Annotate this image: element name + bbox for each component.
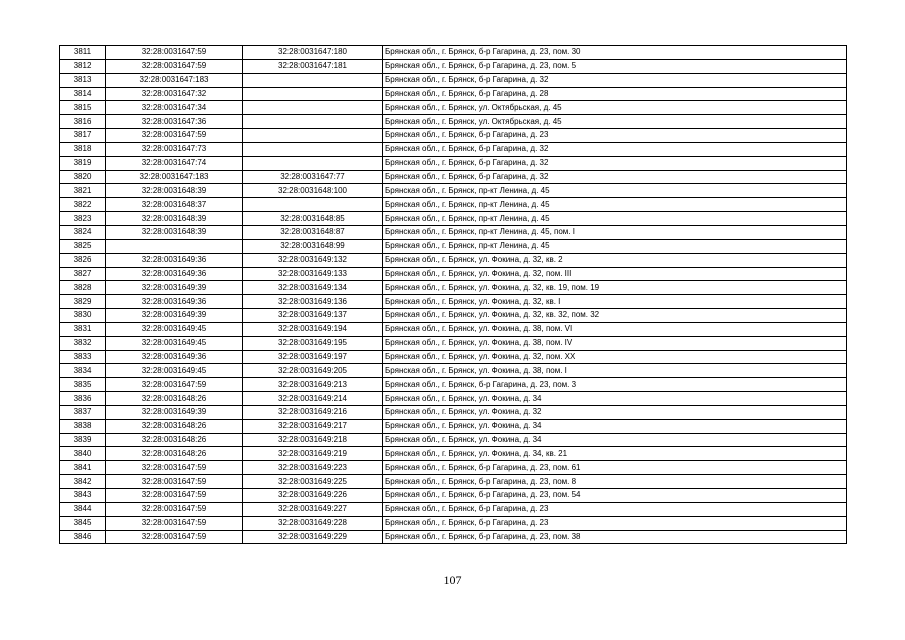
parcel-cadastral-number-cell: 32:28:0031647:59	[106, 59, 243, 73]
parcel-cadastral-number-cell: 32:28:0031648:26	[106, 392, 243, 406]
address-cell: Брянская обл., г. Брянск, ул. Фокина, д. 32, кв. 2	[383, 253, 847, 267]
object-cadastral-number-cell: 32:28:0031647:77	[243, 170, 383, 184]
row-number-cell: 3826	[60, 253, 106, 267]
row-number-cell: 3837	[60, 405, 106, 419]
address-cell: Брянская обл., г. Брянск, ул. Фокина, д. 34, кв. 21	[383, 447, 847, 461]
cadastral-table	[59, 45, 847, 544]
table-row	[60, 267, 847, 281]
address-cell: Брянская обл., г. Брянск, ул. Фокина, д. 32, кв. 32, пом. 32	[383, 309, 847, 323]
object-cadastral-number-cell: 32:28:0031649:137	[243, 309, 383, 323]
row-number-cell: 3813	[60, 73, 106, 87]
row-number-cell: 3823	[60, 212, 106, 226]
parcel-cadastral-number-cell: 32:28:0031648:39	[106, 184, 243, 198]
table-row	[60, 295, 847, 309]
parcel-cadastral-number-cell: 32:28:0031647:59	[106, 502, 243, 516]
row-number-cell: 3840	[60, 447, 106, 461]
address-cell: Брянская обл., г. Брянск, ул. Фокина, д. 32, кв. I	[383, 295, 847, 309]
object-cadastral-number-cell: 32:28:0031649:217	[243, 419, 383, 433]
address-cell: Брянская обл., г. Брянск, ул. Фокина, д. 32, пом. XX	[383, 350, 847, 364]
row-number-cell: 3844	[60, 502, 106, 516]
row-number-cell: 3821	[60, 184, 106, 198]
row-number-cell: 3820	[60, 170, 106, 184]
object-cadastral-number-cell: 32:28:0031649:133	[243, 267, 383, 281]
row-number-cell: 3838	[60, 419, 106, 433]
address-cell: Брянская обл., г. Брянск, б-р Гагарина, д. 23, пом. 54	[383, 489, 847, 503]
object-cadastral-number-cell	[243, 142, 383, 156]
object-cadastral-number-cell: 32:28:0031649:213	[243, 378, 383, 392]
row-number-cell: 3842	[60, 475, 106, 489]
parcel-cadastral-number-cell: 32:28:0031647:183	[106, 73, 243, 87]
object-cadastral-number-cell: 32:28:0031649:223	[243, 461, 383, 475]
parcel-cadastral-number-cell: 32:28:0031647:36	[106, 115, 243, 129]
address-cell: Брянская обл., г. Брянск, пр-кт Ленина, д. 45	[383, 212, 847, 226]
row-number-cell: 3817	[60, 129, 106, 143]
object-cadastral-number-cell	[243, 101, 383, 115]
address-cell: Брянская обл., г. Брянск, ул. Фокина, д. 38, пом. VI	[383, 322, 847, 336]
address-cell: Брянская обл., г. Брянск, б-р Гагарина, д. 23, пом. 8	[383, 475, 847, 489]
table-row	[60, 225, 847, 239]
table-row	[60, 253, 847, 267]
row-number-cell: 3831	[60, 322, 106, 336]
table-row	[60, 364, 847, 378]
address-cell: Брянская обл., г. Брянск, б-р Гагарина, д. 28	[383, 87, 847, 101]
page-number: 107	[443, 573, 462, 587]
table-row	[60, 239, 847, 253]
parcel-cadastral-number-cell: 32:28:0031649:36	[106, 253, 243, 267]
object-cadastral-number-cell: 32:28:0031648:100	[243, 184, 383, 198]
object-cadastral-number-cell: 32:28:0031649:194	[243, 322, 383, 336]
parcel-cadastral-number-cell: 32:28:0031649:45	[106, 322, 243, 336]
address-cell: Брянская обл., г. Брянск, б-р Гагарина, д. 32	[383, 73, 847, 87]
object-cadastral-number-cell	[243, 87, 383, 101]
parcel-cadastral-number-cell: 32:28:0031648:26	[106, 447, 243, 461]
object-cadastral-number-cell	[243, 198, 383, 212]
object-cadastral-number-cell	[243, 115, 383, 129]
object-cadastral-number-cell	[243, 73, 383, 87]
table-row	[60, 489, 847, 503]
table-body	[60, 46, 847, 544]
row-number-cell: 3846	[60, 530, 106, 544]
parcel-cadastral-number-cell: 32:28:0031648:39	[106, 212, 243, 226]
table-row	[60, 212, 847, 226]
row-number-cell: 3824	[60, 225, 106, 239]
address-cell: Брянская обл., г. Брянск, ул. Фокина, д. 34	[383, 433, 847, 447]
address-cell: Брянская обл., г. Брянск, б-р Гагарина, д. 32	[383, 170, 847, 184]
table-row	[60, 59, 847, 73]
row-number-cell: 3815	[60, 101, 106, 115]
address-cell: Брянская обл., г. Брянск, пр-кт Ленина, д. 45	[383, 184, 847, 198]
object-cadastral-number-cell: 32:28:0031649:132	[243, 253, 383, 267]
row-number-cell: 3834	[60, 364, 106, 378]
row-number-cell: 3839	[60, 433, 106, 447]
table-row	[60, 73, 847, 87]
table-row	[60, 281, 847, 295]
address-cell: Брянская обл., г. Брянск, б-р Гагарина, д. 23, пом. 38	[383, 530, 847, 544]
parcel-cadastral-number-cell: 32:28:0031649:45	[106, 364, 243, 378]
address-cell: Брянская обл., г. Брянск, б-р Гагарина, д. 23	[383, 516, 847, 530]
parcel-cadastral-number-cell: 32:28:0031647:73	[106, 142, 243, 156]
parcel-cadastral-number-cell: 32:28:0031648:39	[106, 225, 243, 239]
table-row	[60, 156, 847, 170]
parcel-cadastral-number-cell: 32:28:0031648:26	[106, 433, 243, 447]
object-cadastral-number-cell	[243, 129, 383, 143]
object-cadastral-number-cell: 32:28:0031649:134	[243, 281, 383, 295]
row-number-cell: 3819	[60, 156, 106, 170]
object-cadastral-number-cell: 32:28:0031649:136	[243, 295, 383, 309]
table-row	[60, 461, 847, 475]
object-cadastral-number-cell: 32:28:0031647:181	[243, 59, 383, 73]
table-row	[60, 129, 847, 143]
parcel-cadastral-number-cell	[106, 239, 243, 253]
row-number-cell: 3845	[60, 516, 106, 530]
object-cadastral-number-cell: 32:28:0031649:219	[243, 447, 383, 461]
table-row	[60, 419, 847, 433]
object-cadastral-number-cell: 32:28:0031648:99	[243, 239, 383, 253]
parcel-cadastral-number-cell: 32:28:0031647:59	[106, 475, 243, 489]
parcel-cadastral-number-cell: 32:28:0031649:45	[106, 336, 243, 350]
row-number-cell: 3825	[60, 239, 106, 253]
table-row	[60, 530, 847, 544]
parcel-cadastral-number-cell: 32:28:0031647:183	[106, 170, 243, 184]
object-cadastral-number-cell: 32:28:0031649:227	[243, 502, 383, 516]
object-cadastral-number-cell: 32:28:0031649:218	[243, 433, 383, 447]
row-number-cell: 3841	[60, 461, 106, 475]
parcel-cadastral-number-cell: 32:28:0031649:36	[106, 350, 243, 364]
object-cadastral-number-cell: 32:28:0031649:226	[243, 489, 383, 503]
object-cadastral-number-cell: 32:28:0031647:180	[243, 46, 383, 60]
address-cell: Брянская обл., г. Брянск, б-р Гагарина, д. 23	[383, 129, 847, 143]
row-number-cell: 3843	[60, 489, 106, 503]
table-row	[60, 392, 847, 406]
parcel-cadastral-number-cell: 32:28:0031647:34	[106, 101, 243, 115]
table-row	[60, 447, 847, 461]
address-cell: Брянская обл., г. Брянск, пр-кт Ленина, д. 45	[383, 198, 847, 212]
table-row	[60, 87, 847, 101]
address-cell: Брянская обл., г. Брянск, б-р Гагарина, д. 32	[383, 142, 847, 156]
address-cell: Брянская обл., г. Брянск, ул. Октябрьская, д. 45	[383, 101, 847, 115]
address-cell: Брянская обл., г. Брянск, б-р Гагарина, д. 32	[383, 156, 847, 170]
row-number-cell: 3835	[60, 378, 106, 392]
table-row	[60, 336, 847, 350]
parcel-cadastral-number-cell: 32:28:0031647:59	[106, 46, 243, 60]
table-row	[60, 433, 847, 447]
table-row	[60, 184, 847, 198]
object-cadastral-number-cell: 32:28:0031649:214	[243, 392, 383, 406]
parcel-cadastral-number-cell: 32:28:0031647:59	[106, 516, 243, 530]
table-row	[60, 516, 847, 530]
table-row	[60, 502, 847, 516]
object-cadastral-number-cell: 32:28:0031649:195	[243, 336, 383, 350]
object-cadastral-number-cell: 32:28:0031648:87	[243, 225, 383, 239]
row-number-cell: 3829	[60, 295, 106, 309]
table-row	[60, 115, 847, 129]
object-cadastral-number-cell	[243, 156, 383, 170]
parcel-cadastral-number-cell: 32:28:0031648:37	[106, 198, 243, 212]
table-row	[60, 405, 847, 419]
row-number-cell: 3811	[60, 46, 106, 60]
row-number-cell: 3836	[60, 392, 106, 406]
row-number-cell: 3833	[60, 350, 106, 364]
parcel-cadastral-number-cell: 32:28:0031649:36	[106, 295, 243, 309]
parcel-cadastral-number-cell: 32:28:0031647:32	[106, 87, 243, 101]
row-number-cell: 3830	[60, 309, 106, 323]
address-cell: Брянская обл., г. Брянск, ул. Фокина, д. 32, пом. III	[383, 267, 847, 281]
parcel-cadastral-number-cell: 32:28:0031647:74	[106, 156, 243, 170]
parcel-cadastral-number-cell: 32:28:0031647:59	[106, 378, 243, 392]
row-number-cell: 3832	[60, 336, 106, 350]
address-cell: Брянская обл., г. Брянск, б-р Гагарина, д. 23	[383, 502, 847, 516]
object-cadastral-number-cell: 32:28:0031649:229	[243, 530, 383, 544]
address-cell: Брянская обл., г. Брянск, пр-кт Ленина, д. 45, пом. I	[383, 225, 847, 239]
row-number-cell: 3816	[60, 115, 106, 129]
object-cadastral-number-cell: 32:28:0031648:85	[243, 212, 383, 226]
parcel-cadastral-number-cell: 32:28:0031649:39	[106, 281, 243, 295]
table-row	[60, 198, 847, 212]
address-cell: Брянская обл., г. Брянск, б-р Гагарина, д. 23, пом. 30	[383, 46, 847, 60]
table-row	[60, 350, 847, 364]
address-cell: Брянская обл., г. Брянск, ул. Фокина, д. 32	[383, 405, 847, 419]
table-row	[60, 170, 847, 184]
parcel-cadastral-number-cell: 32:28:0031649:36	[106, 267, 243, 281]
table-row	[60, 101, 847, 115]
table-row	[60, 309, 847, 323]
address-cell: Брянская обл., г. Брянск, б-р Гагарина, д. 23, пом. 5	[383, 59, 847, 73]
row-number-cell: 3812	[60, 59, 106, 73]
object-cadastral-number-cell: 32:28:0031649:205	[243, 364, 383, 378]
table-row	[60, 142, 847, 156]
parcel-cadastral-number-cell: 32:28:0031648:26	[106, 419, 243, 433]
object-cadastral-number-cell: 32:28:0031649:225	[243, 475, 383, 489]
table-row	[60, 322, 847, 336]
row-number-cell: 3828	[60, 281, 106, 295]
row-number-cell: 3818	[60, 142, 106, 156]
object-cadastral-number-cell: 32:28:0031649:228	[243, 516, 383, 530]
parcel-cadastral-number-cell: 32:28:0031649:39	[106, 309, 243, 323]
address-cell: Брянская обл., г. Брянск, ул. Фокина, д. 32, кв. 19, пом. 19	[383, 281, 847, 295]
parcel-cadastral-number-cell: 32:28:0031649:39	[106, 405, 243, 419]
address-cell: Брянская обл., г. Брянск, ул. Фокина, д. 38, пом. IV	[383, 336, 847, 350]
row-number-cell: 3822	[60, 198, 106, 212]
address-cell: Брянская обл., г. Брянск, б-р Гагарина, д. 23, пом. 61	[383, 461, 847, 475]
address-cell: Брянская обл., г. Брянск, ул. Фокина, д. 38, пом. I	[383, 364, 847, 378]
table-row	[60, 475, 847, 489]
address-cell: Брянская обл., г. Брянск, пр-кт Ленина, д. 45	[383, 239, 847, 253]
parcel-cadastral-number-cell: 32:28:0031647:59	[106, 461, 243, 475]
row-number-cell: 3827	[60, 267, 106, 281]
parcel-cadastral-number-cell: 32:28:0031647:59	[106, 530, 243, 544]
table-row	[60, 46, 847, 60]
address-cell: Брянская обл., г. Брянск, ул. Фокина, д. 34	[383, 392, 847, 406]
address-cell: Брянская обл., г. Брянск, ул. Октябрьская, д. 45	[383, 115, 847, 129]
parcel-cadastral-number-cell: 32:28:0031647:59	[106, 489, 243, 503]
address-cell: Брянская обл., г. Брянск, ул. Фокина, д. 34	[383, 419, 847, 433]
object-cadastral-number-cell: 32:28:0031649:216	[243, 405, 383, 419]
row-number-cell: 3814	[60, 87, 106, 101]
table-row	[60, 378, 847, 392]
address-cell: Брянская обл., г. Брянск, б-р Гагарина, д. 23, пом. 3	[383, 378, 847, 392]
object-cadastral-number-cell: 32:28:0031649:197	[243, 350, 383, 364]
parcel-cadastral-number-cell: 32:28:0031647:59	[106, 129, 243, 143]
